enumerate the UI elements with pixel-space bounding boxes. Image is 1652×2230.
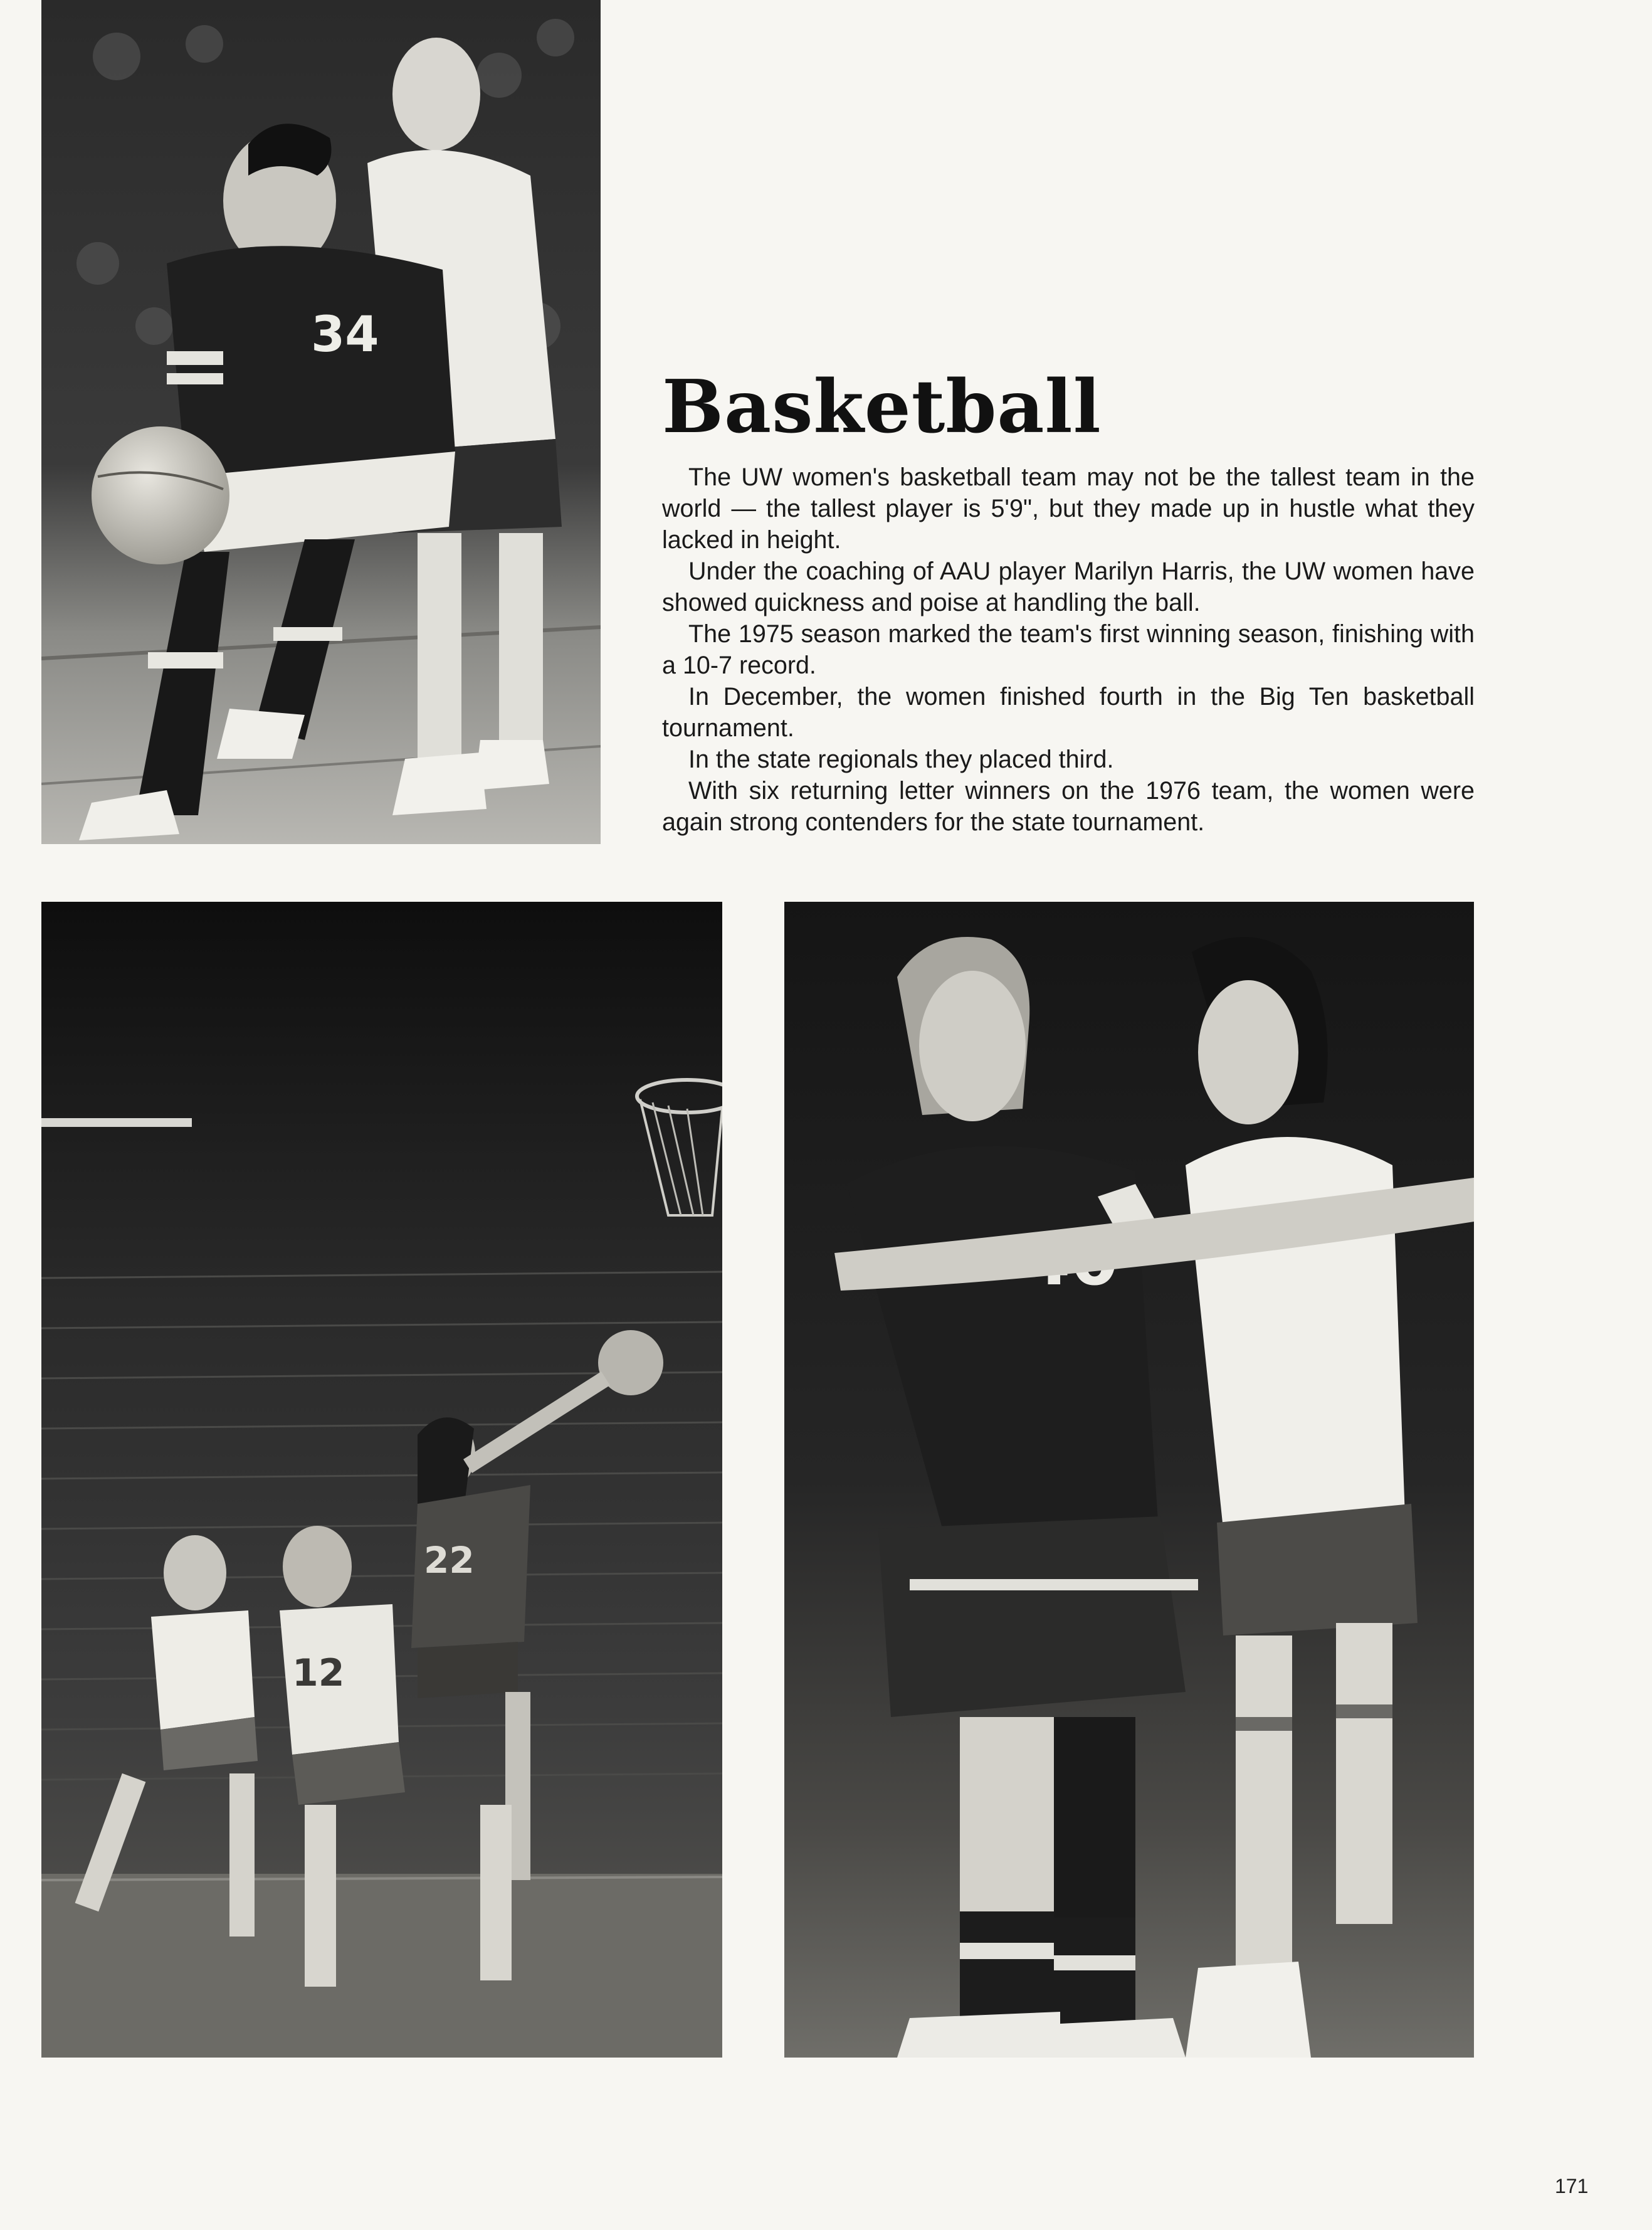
- article-paragraph: With six returning letter winners on the 1976 team, the women were again strong contenders for the state tournament.: [662, 777, 1475, 836]
- article-paragraph: The UW women's basketball team may not be the tallest team in the world — the tallest player is 5'9", but they made up in hustle what they lacked in height.: [662, 463, 1475, 554]
- jersey-number-34: 34: [311, 307, 379, 363]
- article-paragraph: Under the coaching of AAU player Marilyn Harris, the UW women have showed quickness and poise at handling the ball.: [662, 558, 1475, 616]
- article-paragraph: In the state regionals they placed third.: [688, 746, 1114, 773]
- jersey-number-12: 12: [292, 1651, 345, 1695]
- photo-defensive-players-image: [784, 902, 1474, 2058]
- basketball: [92, 426, 229, 564]
- article: [662, 366, 1475, 838]
- article-paragraph: In December, the women finished fourth in the Big Ten basketball tournament.: [662, 683, 1475, 742]
- article-title: Basketball: [662, 364, 1102, 450]
- photo-dribbling-player-image: [41, 0, 601, 844]
- knee-brace: [960, 1717, 1054, 1911]
- article-paragraph: The 1975 season marked the team's first winning season, finishing with a 10-7 record.: [662, 620, 1475, 679]
- page-number: 171: [1555, 2175, 1589, 2197]
- photo-layup-arena-image: [41, 902, 722, 2058]
- photo-layup-arena: [41, 902, 722, 2058]
- jersey-number-22: 22: [424, 1539, 475, 1582]
- photo-defensive-players: [784, 902, 1474, 2058]
- photo-dribbling-player: [41, 0, 601, 844]
